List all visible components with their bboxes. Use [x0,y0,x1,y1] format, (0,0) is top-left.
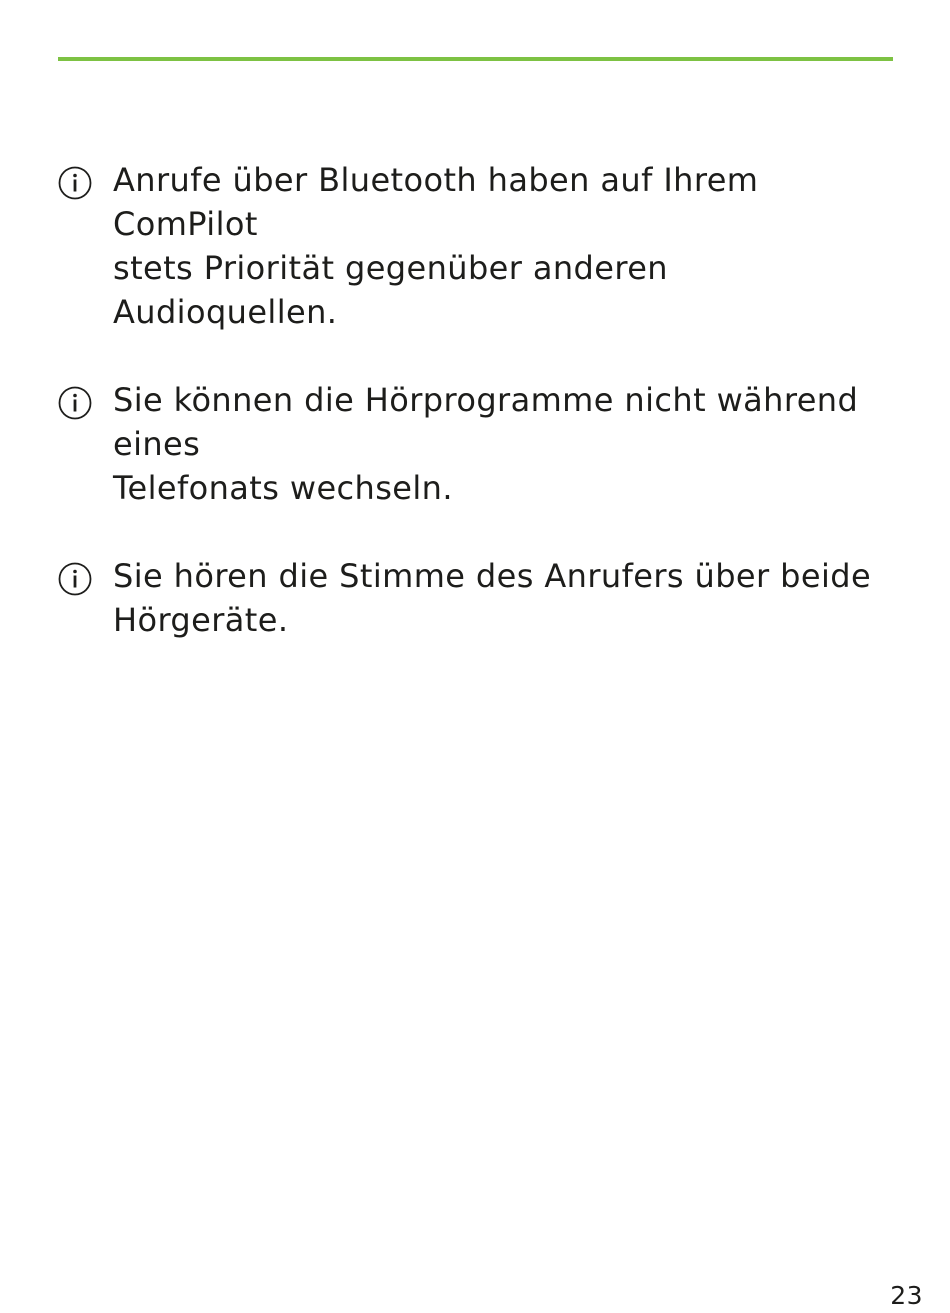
info-icon [58,386,92,420]
info-note [58,554,898,642]
header-rule [58,57,893,61]
info-notes-list [58,158,898,686]
info-note-text: Anrufe über Bluetooth haben auf Ihrem ComPilot stets Priorität gegenüber anderen Audioquellen. [113,161,759,331]
info-note-text: Sie hören die Stimme des Anrufers über beide Hörgeräte. [113,557,872,639]
info-note-text: Sie können die Hörprogramme nicht während eines Telefonats wechseln. [113,381,859,507]
info-icon [58,562,92,596]
info-icon [58,166,92,200]
info-note [58,378,898,510]
page-number: 23 [890,1281,923,1310]
info-note [58,158,898,334]
